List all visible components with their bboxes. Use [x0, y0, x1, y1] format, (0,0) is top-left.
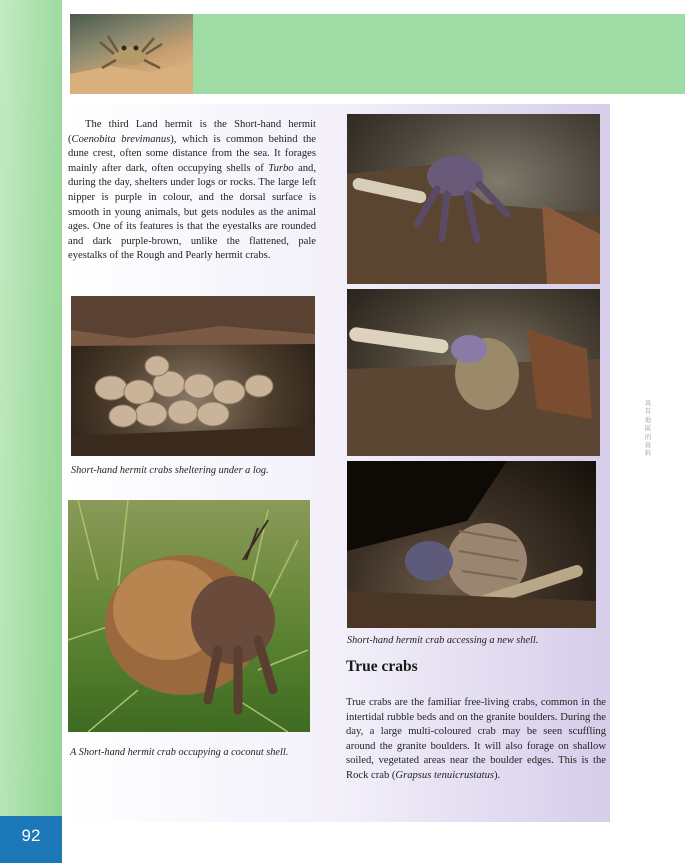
header-ghost-crab-photo: [70, 14, 193, 94]
intro-text-2: ), which is common behind the dune crest, often some distance from the sea. It forages mainly after dark, often occupying shells of: [68, 133, 316, 174]
caption-coconut: A Short-hand hermit crab occupying a coconut shell.: [70, 747, 289, 758]
intro-genus-name: Turbo: [268, 162, 294, 174]
intro-species-name: Coenobita brevimanus: [71, 133, 171, 145]
caption-new-shell: Short-hand hermit crab accessing a new shell.: [347, 635, 539, 646]
header-green-bar: [193, 14, 685, 94]
photo-crab-top: [347, 114, 600, 284]
true-crabs-text-2: ).: [494, 769, 501, 781]
true-crabs-text-1: True crabs are the familiar free-living crabs, common in the intertidal rubble beds and on the granite boulders. During the day, a large multi-coloured crab may be seen scuffling around the granite boulders. It will also forage on shallow soiled, vegetated areas near the boulder edges. This is the Rock crab (: [346, 697, 606, 781]
left-band-gradient: [0, 0, 62, 863]
photo-crab-bottom: [347, 461, 596, 628]
page-number: 92: [21, 826, 41, 845]
true-crabs-heading: True crabs: [346, 658, 418, 675]
true-crabs-paragraph: [346, 696, 606, 784]
left-margin-band: [0, 0, 62, 863]
photo-crabs-under-log: [71, 296, 315, 456]
side-vertical-note: 具有地區的資料: [644, 399, 652, 458]
intro-text-1: The third Land hermit is the Short-hand hermit (: [68, 119, 316, 145]
photo-crab-middle: [347, 289, 600, 456]
intro-paragraph: [68, 118, 316, 264]
photo-crab-in-coconut: [68, 500, 310, 732]
intro-text-3: and, during the day, shelters under logs or rocks. The large left nipper is purple in colour, and the dorsal surface is smooth in young animals, but gets nodules as the animal ages. One of its features is that the eyestalks are rounded and dark purple-brown, unlike the flattened, pale eyestalks of the Rough and Pearly hermit crabs.: [68, 162, 317, 262]
caption-log: Short-hand hermit crabs sheltering under a log.: [71, 465, 269, 476]
rock-crab-species-name: Grapsus tenuicrustatus: [395, 769, 495, 781]
